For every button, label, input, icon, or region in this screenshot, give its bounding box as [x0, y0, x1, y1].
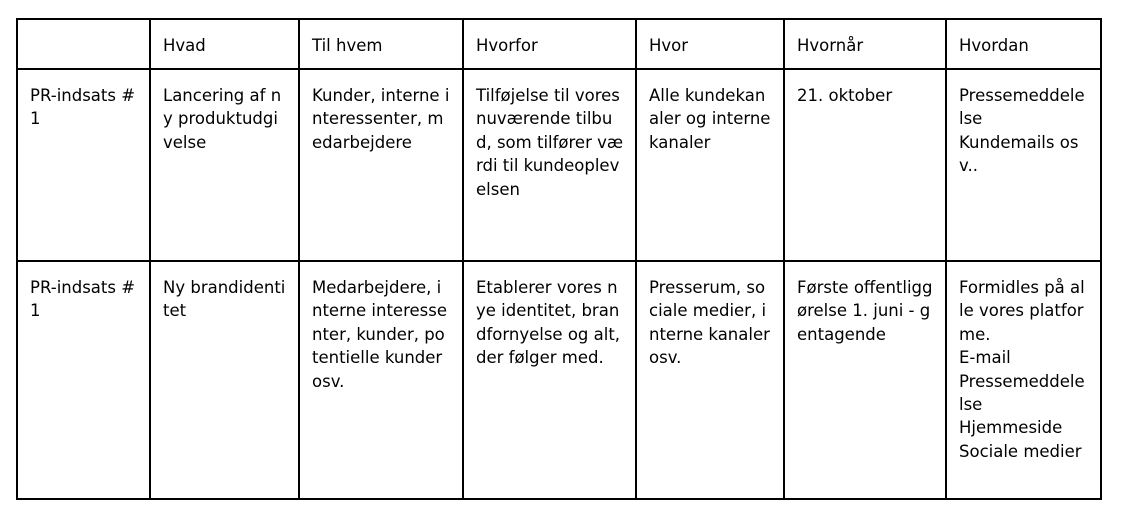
header-cell-hvor: Hvor: [636, 19, 784, 69]
hvorfor-cell: Tilføjelse til vores nuværende tilbud, som tilfører værdi til kundeoplevelsen: [463, 69, 636, 261]
hvordan-cell: Pressemeddelelse Kundemails osv..: [946, 69, 1101, 261]
hvor-cell: Presserum, sociale medier, interne kanaler osv.: [636, 261, 784, 499]
hvad-cell: Lancering af ny produktudgivelse: [150, 69, 299, 261]
header-cell-hvorfor: Hvorfor: [463, 19, 636, 69]
header-cell-empty: [17, 19, 150, 69]
header-cell-hvordan: Hvordan: [946, 19, 1101, 69]
row-label-cell: PR-indsats #1: [17, 69, 150, 261]
table-row: [17, 69, 1101, 261]
hvad-cell: Ny brandidentitet: [150, 261, 299, 499]
til-hvem-cell: Medarbejdere, interne interessenter, kunder, potentielle kunder osv.: [299, 261, 463, 499]
hvor-cell: Alle kundekanaler og interne kanaler: [636, 69, 784, 261]
row-label-cell: PR-indsats #1: [17, 261, 150, 499]
til-hvem-cell: Kunder, interne interessenter, medarbejdere: [299, 69, 463, 261]
pr-plan-table: [16, 18, 1102, 500]
header-cell-hvad: Hvad: [150, 19, 299, 69]
hvornaar-cell: 21. oktober: [784, 69, 946, 261]
header-cell-hvornaar: Hvornår: [784, 19, 946, 69]
header-cell-til-hvem: Til hvem: [299, 19, 463, 69]
table-header-row: [17, 19, 1101, 69]
hvorfor-cell: Etablerer vores nye identitet, brandfornyelse og alt, der følger med.: [463, 261, 636, 499]
hvordan-cell: Formidles på alle vores platforme. E-mail Pressemeddelelse Hjemmeside Sociale medier: [946, 261, 1101, 499]
hvornaar-cell: Første offentliggørelse 1. juni - gentagende: [784, 261, 946, 499]
table-row: [17, 261, 1101, 499]
